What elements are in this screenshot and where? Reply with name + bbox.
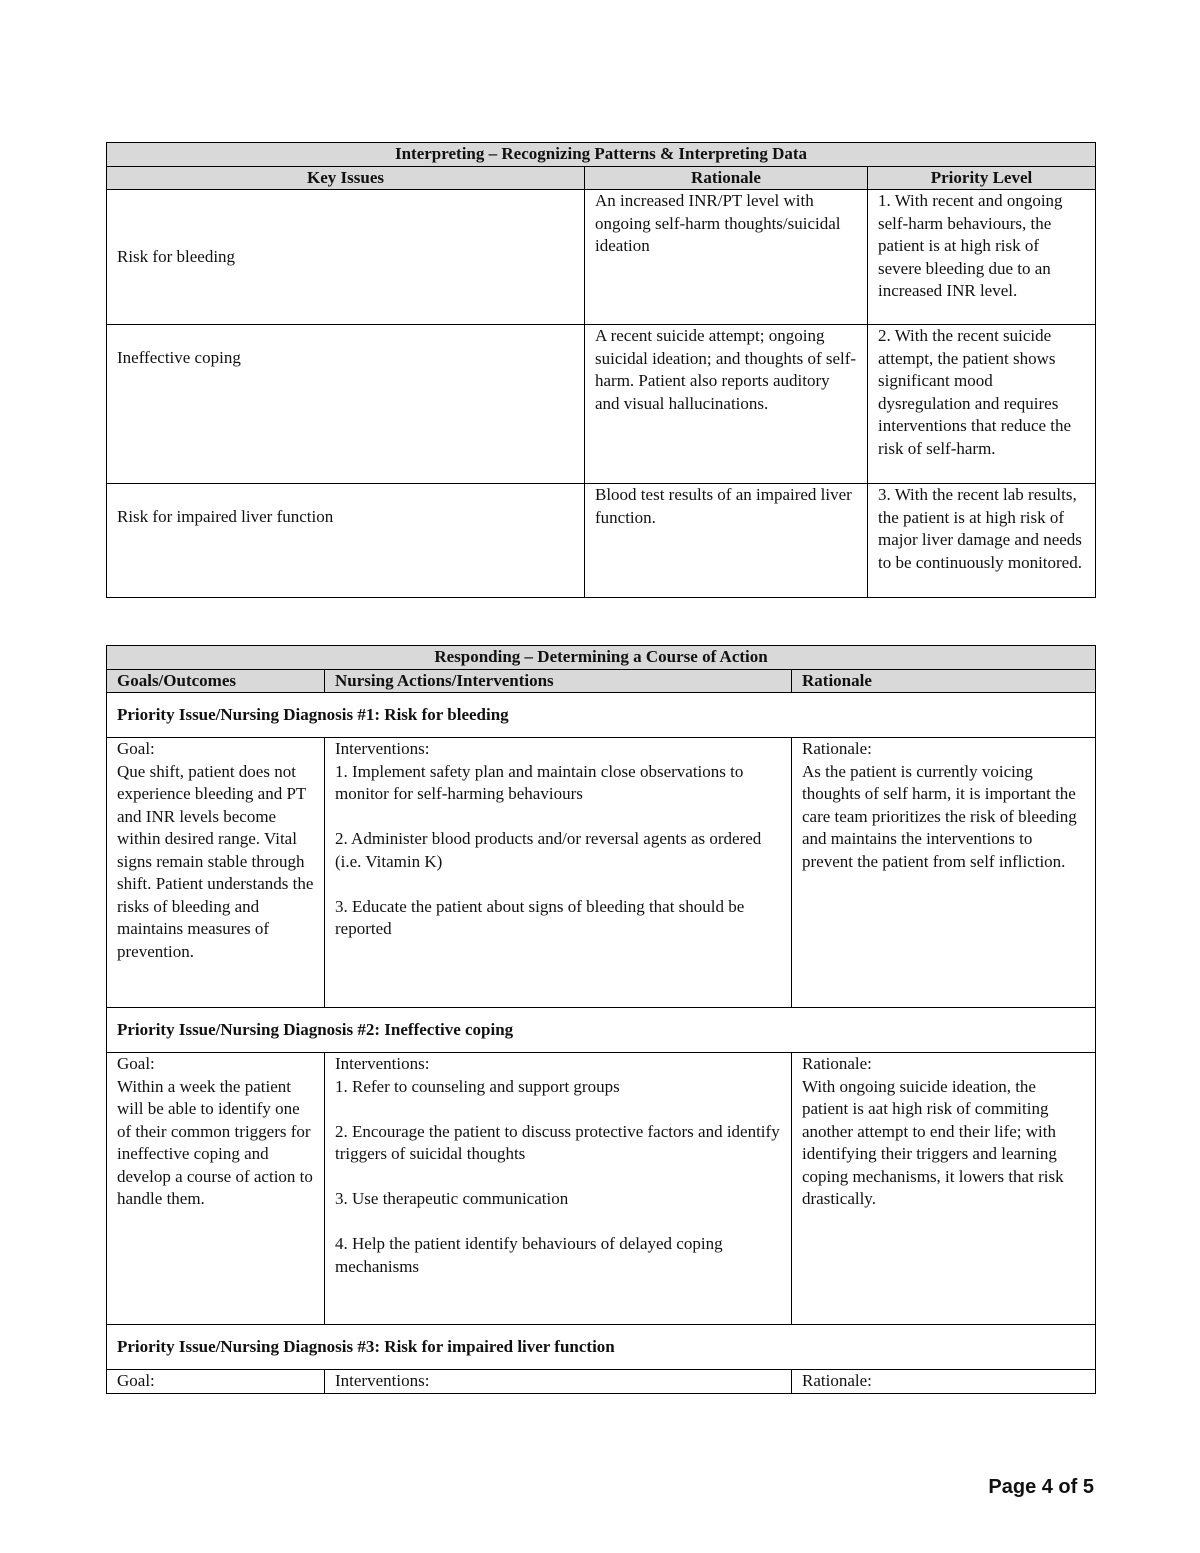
interpreting-title: Interpreting – Recognizing Patterns & Interpreting Data xyxy=(107,143,1096,167)
table-row xyxy=(107,190,1096,325)
rationale-cell: Rationale: As the patient is currently voicing thoughts of self harm, it is important the care team prioritizes the risk of bleeding and maintains the interventions to prevent the patient from self infliction. xyxy=(792,738,1096,1008)
interpreting-table xyxy=(106,142,1096,598)
goal-cell: Goal: Que shift, patient does not experience bleeding and PT and INR levels become within desired range. Vital signs remain stable through shift. Patient understands the risks of bleeding and maintains measures of prevention. xyxy=(107,738,325,1008)
table-row xyxy=(107,325,1096,484)
table-row xyxy=(107,1053,1096,1325)
diagnosis-heading: Priority Issue/Nursing Diagnosis #3: Risk for impaired liver function xyxy=(107,1325,1096,1370)
header-rationale: Rationale xyxy=(792,669,1096,693)
goal-cell: Goal: xyxy=(107,1370,325,1394)
header-nursing-actions: Nursing Actions/Interventions xyxy=(325,669,792,693)
table-row xyxy=(107,484,1096,598)
interpreting-header-row xyxy=(107,166,1096,190)
rationale-cell: Rationale: xyxy=(792,1370,1096,1394)
interventions-cell: Interventions: 1. Refer to counseling and support groups 2. Encourage the patient to discuss protective factors and identify triggers of suicidal thoughts 3. Use therapeutic communication 4. Help the patient identify behaviours of delayed coping mechanisms xyxy=(325,1053,792,1325)
priority-cell: 2. With the recent suicide attempt, the patient shows significant mood dysregulation and requires interventions that reduce the risk of self-harm. xyxy=(868,325,1096,484)
key-issue-text: Risk for impaired liver function xyxy=(117,507,334,526)
key-issue-cell xyxy=(107,325,585,484)
key-issue-cell: Risk for bleeding xyxy=(107,190,585,325)
responding-title: Responding – Determining a Course of Action xyxy=(107,646,1096,670)
header-priority-level: Priority Level xyxy=(868,166,1096,190)
header-key-issues: Key Issues xyxy=(107,166,585,190)
table-row xyxy=(107,738,1096,1008)
responding-table xyxy=(106,645,1096,1394)
diagnosis-heading: Priority Issue/Nursing Diagnosis #2: Ineffective coping xyxy=(107,1008,1096,1053)
key-issue-cell xyxy=(107,484,585,598)
rationale-cell: Rationale: With ongoing suicide ideation, the patient is aat high risk of commiting another attempt to end their life; with identifying their triggers and learning coping mechanisms, it lowers that risk drastically. xyxy=(792,1053,1096,1325)
rationale-cell: A recent suicide attempt; ongoing suicidal ideation; and thoughts of self-harm. Patient also reports auditory and visual hallucinations. xyxy=(585,325,868,484)
rationale-cell: Blood test results of an impaired liver function. xyxy=(585,484,868,598)
diagnosis-heading: Priority Issue/Nursing Diagnosis #1: Risk for bleeding xyxy=(107,693,1096,738)
page-number: Page 4 of 5 xyxy=(988,1476,1094,1498)
interventions-cell: Interventions: 1. Implement safety plan and maintain close observations to monitor for self-harming behaviours 2. Administer blood products and/or reversal agents as ordered (i.e. Vitamin K) 3. Educate the patient about signs of bleeding that should be reported xyxy=(325,738,792,1008)
header-rationale: Rationale xyxy=(585,166,868,190)
responding-header-row xyxy=(107,669,1096,693)
key-issue-text: Ineffective coping xyxy=(117,348,241,367)
rationale-cell: An increased INR/PT level with ongoing self-harm thoughts/suicidal ideation xyxy=(585,190,868,325)
interventions-cell: Interventions: xyxy=(325,1370,792,1394)
header-goals-outcomes: Goals/Outcomes xyxy=(107,669,325,693)
table-row xyxy=(107,1370,1096,1394)
priority-cell: 1. With recent and ongoing self-harm behaviours, the patient is at high risk of severe bleeding due to an increased INR level. xyxy=(868,190,1096,325)
goal-cell: Goal: Within a week the patient will be able to identify one of their common triggers for ineffective coping and develop a course of action to handle them. xyxy=(107,1053,325,1325)
priority-cell: 3. With the recent lab results, the patient is at high risk of major liver damage and needs to be continuously monitored. xyxy=(868,484,1096,598)
